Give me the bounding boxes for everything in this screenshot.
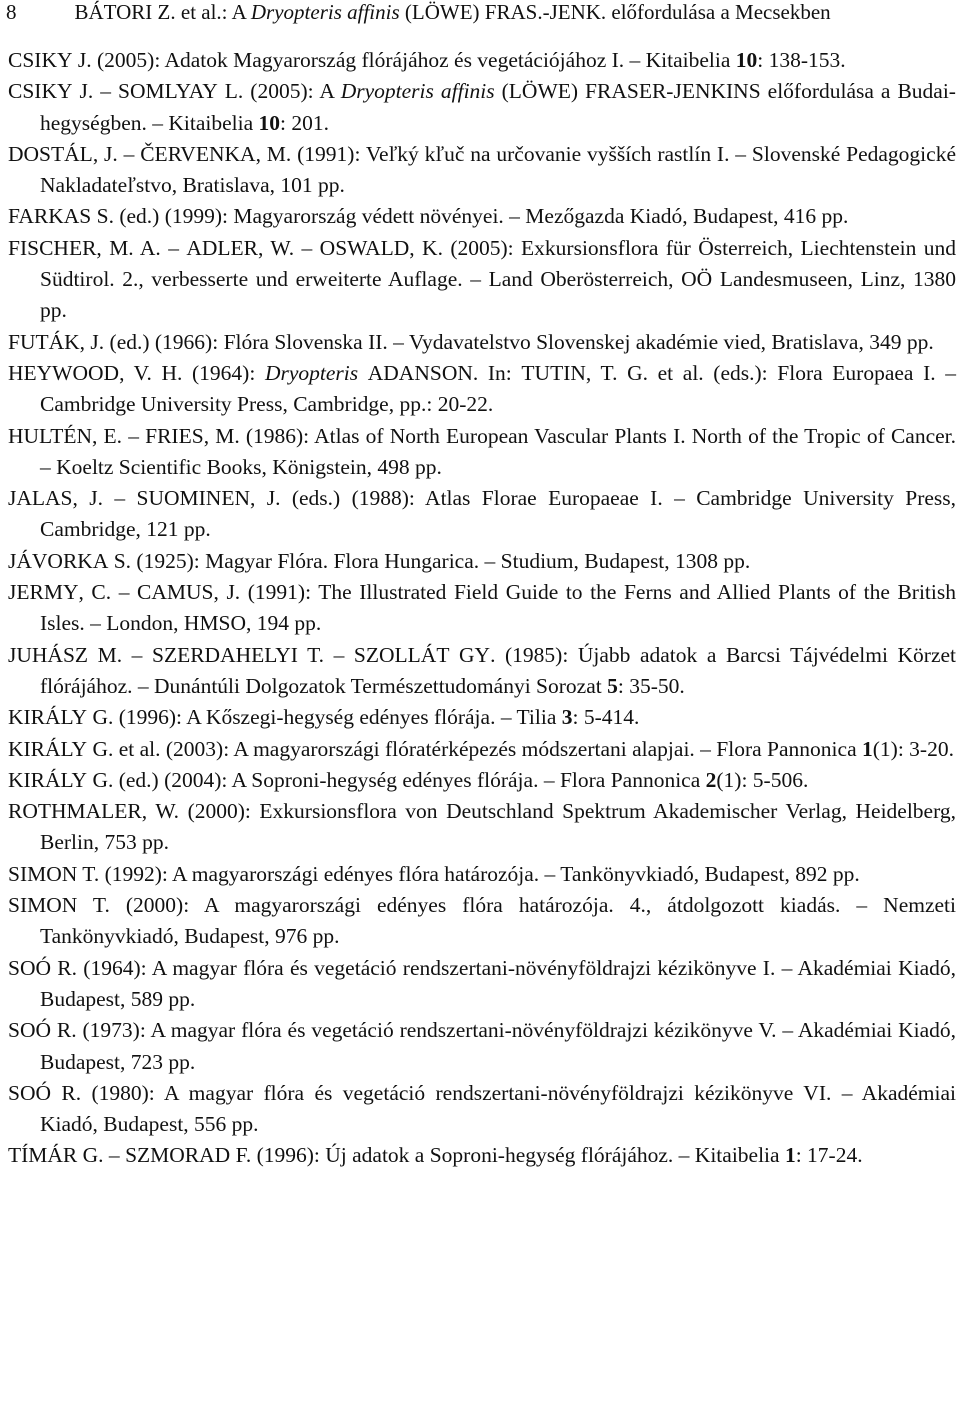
text-segment: , V. H. (1964):	[119, 360, 265, 385]
text-segment: , W. (2000): Exkursionsflora von Deutschland Spektrum Akademischer Verlag, Heidelberg, Berlin, 753 pp.	[40, 799, 956, 855]
text-segment: HULTÉN	[8, 423, 93, 448]
text-segment: 10	[735, 48, 758, 72]
text-segment: R. (1973): A magyar flóra és vegetáció rendszertani-növényföldrajzi kézikönyve V. – Akadémiai Kiadó, Budapest, 723 pp.	[40, 1018, 956, 1074]
text-segment: CAMUS	[137, 580, 214, 605]
text-segment: L. (2005): A	[217, 79, 341, 104]
text-segment: DOSTÁL	[8, 141, 93, 166]
text-segment: 3	[561, 705, 573, 730]
text-segment: előfordulása a Mecsekben	[606, 0, 831, 24]
reference-entry	[8, 859, 956, 890]
text-segment: M. –	[88, 642, 152, 667]
text-segment: , J. –	[72, 486, 137, 511]
text-segment: J. –	[72, 79, 118, 104]
text-segment: R. (1964): A magyar flóra és vegetáció rendszertani-növényföldrajzi kézikönyve I. – Akadémiai Kiadó, Budapest, 589 pp.	[40, 955, 956, 1011]
reference-entry	[8, 1078, 956, 1141]
text-segment: TÍMÁR	[8, 1143, 78, 1168]
text-segment: G. –	[77, 1143, 126, 1168]
text-segment: FRASER-JENKINS	[585, 79, 761, 104]
text-segment: FRAS.-JENK.	[484, 0, 607, 24]
reference-entry	[8, 702, 956, 733]
reference-entry	[8, 640, 956, 703]
text-segment: ADANSON	[367, 360, 473, 385]
text-segment: 1	[862, 736, 873, 761]
text-segment: ROTHMALER	[8, 799, 142, 824]
text-segment: SZMORAD	[125, 1143, 231, 1168]
page-number: 8	[6, 0, 17, 24]
text-segment: LÖWE	[508, 79, 571, 104]
text-segment: JUHÁSZ	[8, 642, 89, 667]
text-segment: OSWALD	[319, 235, 410, 260]
reference-entry	[8, 1140, 956, 1171]
text-segment: S. (ed.) (1999): Magyarország védett növényei. – Mezőgazda Kiadó, Budapest, 416 pp.	[91, 204, 849, 229]
text-segment: SZERDAHELYI	[151, 642, 298, 667]
text-segment: : 17-24.	[795, 1143, 863, 1168]
text-segment: 5	[607, 673, 618, 698]
text-segment: . In:	[472, 360, 522, 385]
text-segment: S. (1925): Magyar Flóra. Flora Hungarica. – Studium, Budapest, 1308 pp.	[108, 548, 751, 573]
text-segment: : 5-414.	[572, 705, 640, 730]
text-segment: : 138-153.	[757, 48, 846, 72]
text-segment: F. (1996): Új adatok a Soproni-hegység flórájához. – Kitaibelia	[230, 1143, 785, 1168]
text-segment: J. (2005): Adatok Magyarország flórájához és vegetációjához I. – Kitaibelia	[72, 48, 736, 72]
text-segment: , K. (2005): Exkursionsflora für Österreich, Liechtenstein und Südtirol. 2., verbesserte und erweiterte Auflage. – Land Oberösterreich, OÖ Landesmuseen, Linz, 1380 pp.	[40, 235, 957, 323]
text-segment: SZOLLÁT	[353, 642, 450, 667]
text-segment: , T. G. et al. (eds.): Flora Europaea I. – Cambridge University Press, Cambridge, pp.: 20-22.	[40, 360, 957, 417]
running-header	[6, 0, 954, 24]
reference-entry	[8, 734, 956, 765]
reference-entry	[8, 546, 956, 577]
reference-entry	[8, 45, 956, 76]
text-segment: : 35-50.	[617, 673, 685, 698]
text-segment: , J. (eds.) (1988): Atlas Florae Europaeae I. – Cambridge University Press, Cambridge, 121 pp.	[40, 486, 956, 542]
text-segment: KIRÁLY	[8, 767, 88, 792]
text-segment: (	[494, 79, 509, 104]
text-segment: (1): 5-506.	[716, 767, 809, 792]
text-segment: ADLER	[186, 235, 259, 260]
text-segment	[358, 361, 368, 385]
text-segment: Dryopteris affinis	[250, 0, 400, 24]
text-segment: SIMON	[8, 893, 78, 918]
text-segment: )	[472, 0, 485, 24]
text-segment: SUOMINEN	[136, 486, 250, 511]
reference-entry	[8, 233, 956, 327]
text-segment: : 201.	[280, 110, 330, 135]
reference-entry	[8, 201, 956, 232]
text-segment: GY	[459, 642, 491, 667]
text-segment: CSIKY	[8, 79, 73, 104]
text-segment: BÁTORI	[74, 0, 153, 24]
text-segment: )	[570, 79, 586, 104]
reference-entry	[8, 796, 956, 859]
text-segment: Dryopteris	[264, 360, 359, 385]
text-segment: FARKAS	[8, 204, 92, 229]
text-segment: SIMON	[8, 861, 78, 886]
text-segment: (1): 3-20.	[872, 736, 954, 761]
text-segment: SOÓ	[8, 1080, 52, 1105]
text-segment: 1	[784, 1143, 796, 1168]
reference-entry	[8, 327, 956, 358]
text-segment: ČERVENKA	[140, 141, 256, 166]
text-segment: 10	[258, 110, 281, 135]
text-segment: JERMY	[8, 580, 79, 605]
text-segment: CSIKY	[8, 48, 73, 72]
text-segment: , W. –	[258, 235, 320, 260]
text-segment: Z. et al.: A	[152, 0, 251, 24]
text-segment: T. (2000): A magyarországi edényes flóra határozója. 4., átdolgozott kiadás. – Nemzeti Tankönyvkiadó, Budapest, 976 pp.	[40, 893, 956, 949]
text-segment: TUTIN	[521, 360, 586, 385]
text-segment: 2	[705, 767, 717, 792]
text-segment: T. (1992): A magyarországi edényes flóra határozója. – Tankönyvkiadó, Budapest, 892 pp.	[77, 861, 860, 886]
text-segment: , C. –	[78, 580, 138, 605]
text-segment: , J. (ed.) (1966): Flóra Slovenska II. – Vydavatelstvo Slovenskej akadémie vied, Bratislava, 349 pp.	[79, 329, 934, 354]
text-segment: , J. –	[92, 141, 141, 166]
text-segment: FUTÁK	[8, 329, 80, 354]
text-segment	[449, 643, 459, 667]
reference-entry	[8, 890, 956, 953]
text-segment: G. (ed.) (2004): A Soproni-hegység edényes flórája. – Flora Pannonica	[87, 767, 706, 792]
text-segment: , M. (1991): Veľký kľuč na určovanie vyšších rastlín I. – Slovenské Pedagogické Nakladateľstvo, Bratislava, 101 pp.	[40, 141, 956, 198]
running-title	[75, 0, 831, 24]
text-segment: FISCHER	[8, 235, 97, 260]
reference-entry	[8, 421, 956, 484]
text-segment: G. et al. (2003): A magyarországi flóratérképezés módszertani alapjai. – Flora Pannonica	[87, 736, 862, 761]
text-segment: , M. A. –	[96, 235, 187, 260]
text-segment: R. (1980): A magyar flóra és vegetáció rendszertani-növényföldrajzi kézikönyve VI. – Akadémiai Kiadó, Budapest, 556 pp.	[40, 1080, 956, 1137]
reference-entry	[8, 577, 956, 640]
text-segment: JALAS	[8, 486, 73, 511]
text-segment: FRIES	[145, 423, 204, 448]
text-segment: G. (1996): A Kőszegi-hegység edényes flórája. – Tilia	[87, 705, 562, 730]
reference-entry	[8, 139, 956, 202]
reference-entry	[8, 483, 956, 546]
reference-entry	[8, 953, 956, 1016]
text-segment: HEYWOOD	[8, 360, 120, 385]
reference-entry	[8, 765, 956, 796]
text-segment: , M. (1986): Atlas of North European Vascular Plants I. North of the Tropic of Cancer. – Koeltz Scientific Books, Königstein, 498 pp.	[40, 423, 957, 479]
text-segment: LÖWE	[411, 0, 473, 24]
reference-list	[8, 45, 956, 1172]
reference-entry	[8, 76, 956, 139]
text-segment: KIRÁLY	[8, 736, 88, 761]
text-segment: , J. (1991): The Illustrated Field Guide to the Ferns and Allied Plants of the British Isles. – London, HMSO, 194 pp.	[40, 580, 956, 636]
text-segment: , E. –	[92, 423, 146, 448]
text-segment: . (1985): Újabb adatok a Barcsi Tájvédelmi Körzet flórájához. – Dunántúli Dolgozatok Természettudományi Sorozat	[40, 642, 957, 698]
text-segment: SOÓ	[8, 1018, 52, 1043]
text-segment: (	[399, 0, 412, 24]
text-segment: SOÓ	[8, 955, 52, 980]
reference-entry	[8, 358, 956, 421]
text-segment: előfordulása a Budai-hegységben. – Kitaibelia	[40, 79, 956, 135]
text-segment: T. –	[297, 642, 354, 667]
text-segment: SOMLYAY	[117, 79, 218, 104]
reference-entry	[8, 1015, 956, 1078]
text-segment: JÁVORKA	[8, 548, 109, 573]
text-segment: KIRÁLY	[8, 705, 88, 730]
text-segment: Dryopteris affinis	[340, 79, 495, 104]
